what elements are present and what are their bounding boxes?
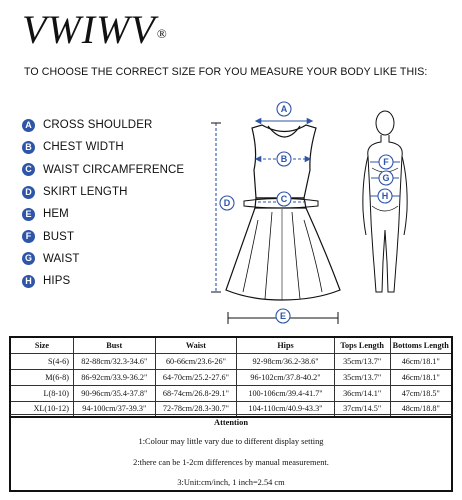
attention-title: Attention: [214, 418, 248, 427]
legend-label: WAIST CIRCAMFERENCE: [43, 163, 185, 176]
table-cell-size: S(4-6): [10, 353, 73, 369]
attention-note-unit: 3:Unit:cm/inch, 1 inch=2.54 cm: [177, 478, 285, 487]
table-cell-waist: 68-74cm/26.8-29.1": [155, 385, 237, 401]
table-cell-bust: 86-92cm/33.9-36.2": [73, 369, 155, 385]
column-header-tops-length: Tops Length: [334, 337, 390, 353]
table-cell-tops-length: 35cm/13.7": [334, 369, 390, 385]
table-row: [10, 369, 452, 385]
legend-badge: B: [22, 141, 35, 154]
marker-f-label: F: [383, 157, 389, 167]
legend-label: WAIST: [43, 252, 80, 265]
table-cell-size: L(8-10): [10, 385, 73, 401]
dress-outline: [223, 125, 340, 300]
size-chart-table: [9, 336, 453, 418]
table-cell-bottoms-length: 47cm/18.5": [390, 385, 452, 401]
column-header-bottoms-length: Bottoms Length: [390, 337, 452, 353]
legend-label: BUST: [43, 230, 75, 243]
table-cell-bust: 82-88cm/32.3-34.6": [73, 353, 155, 369]
attention-note-colour: 1:Colour may little vary due to different display setting: [138, 437, 324, 446]
table-row: [10, 385, 452, 401]
marker-b-label: B: [280, 154, 288, 164]
table-cell-bottoms-length: 48cm/18.8": [390, 401, 452, 417]
table-cell-bust: 94-100cm/37-39.3": [73, 401, 155, 417]
marker-c-label: C: [280, 194, 288, 204]
table-cell-waist: 72-78cm/28.3-30.7": [155, 401, 237, 417]
legend-badge: G: [22, 252, 35, 265]
marker-h-label: H: [381, 191, 389, 201]
registered-mark: ®: [156, 26, 168, 41]
measure-instruction-heading: TO CHOOSE THE CORRECT SIZE FOR YOU MEASURE YOUR BODY LIKE THIS:: [24, 66, 428, 78]
legend-badge: E: [22, 208, 35, 221]
marker-a-label: A: [280, 104, 288, 114]
legend-badge: F: [22, 230, 35, 243]
table-cell-hips: 92-98cm/36.2-38.6": [237, 353, 334, 369]
column-header-waist: Waist: [155, 337, 237, 353]
table-cell-size: XL(10-12): [10, 401, 73, 417]
legend-badge: D: [22, 186, 35, 199]
legend-badge: C: [22, 163, 35, 176]
table-cell-hips: 104-110cm/40.9-43.3": [237, 401, 334, 417]
table-cell-size: M(6-8): [10, 369, 73, 385]
attention-notes-box: [9, 414, 453, 492]
legend-badge: A: [22, 119, 35, 132]
table-row: [10, 353, 452, 369]
legend-label: HEM: [43, 208, 69, 221]
legend-label: SKIRT LENGTH: [43, 186, 128, 199]
table-cell-tops-length: 36cm/14.1": [334, 385, 390, 401]
table-cell-hips: 96-102cm/37.8-40.2": [237, 369, 334, 385]
table-cell-tops-length: 35cm/13.7": [334, 353, 390, 369]
brand-name: VWIWV: [22, 7, 156, 52]
attention-note-measurement: 2:there can be 1-2cm differences by manual measurement.: [133, 458, 329, 467]
column-header-hips: Hips: [237, 337, 334, 353]
legend-label: CHEST WIDTH: [43, 141, 124, 154]
legend-badge: H: [22, 275, 35, 288]
legend-label: CROSS SHOULDER: [43, 119, 153, 132]
marker-d-label: D: [223, 198, 231, 208]
table-cell-hips: 100-106cm/39.4-41.7": [237, 385, 334, 401]
table-header-row: [10, 337, 452, 353]
marker-g-label: G: [382, 173, 390, 183]
table-cell-bottoms-length: 46cm/18.1": [390, 353, 452, 369]
column-header-size: Size: [10, 337, 73, 353]
marker-e-label: E: [279, 311, 287, 321]
table-cell-tops-length: 37cm/14.5": [334, 401, 390, 417]
table-cell-bust: 90-96cm/35.4-37.8": [73, 385, 155, 401]
table-cell-bottoms-length: 46cm/18.1": [390, 369, 452, 385]
table-cell-waist: 64-70cm/25.2-27.6": [155, 369, 237, 385]
table-cell-waist: 60-66cm/23.6-26": [155, 353, 237, 369]
legend-label: HIPS: [43, 275, 71, 288]
column-header-bust: Bust: [73, 337, 155, 353]
